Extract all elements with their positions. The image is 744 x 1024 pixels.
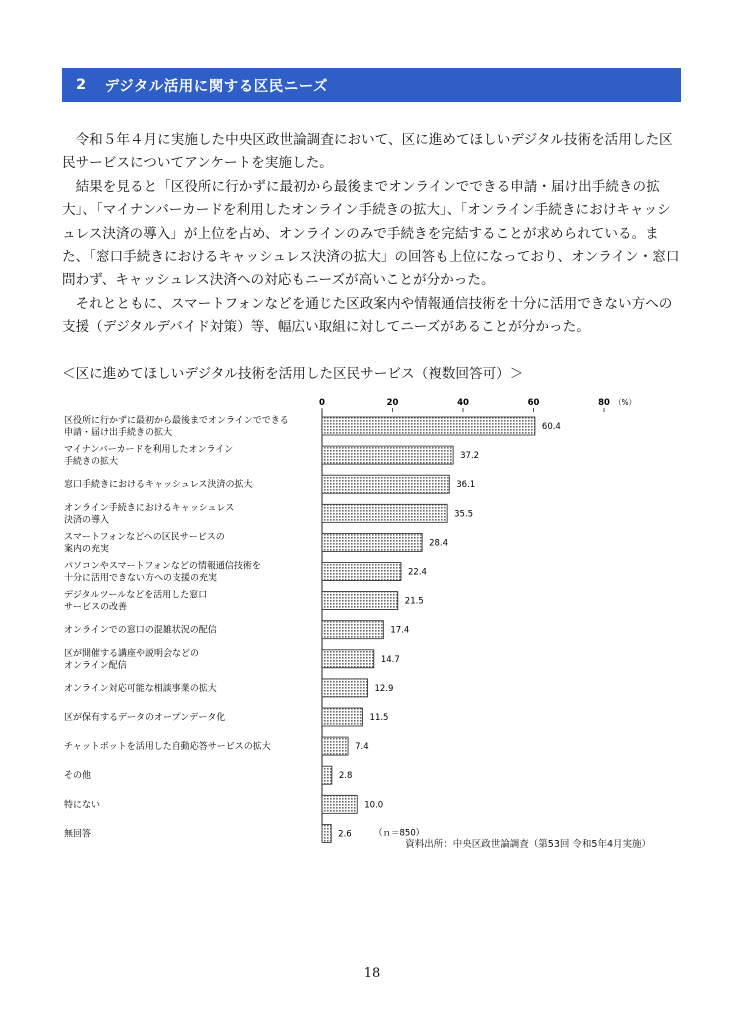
value-label: 2.8 xyxy=(338,771,353,782)
category-label: 特にない xyxy=(64,800,101,811)
x-tick-label: 20 xyxy=(386,398,399,408)
category-label: スマートフォンなどへの区民サービスの xyxy=(64,532,225,543)
source-note: 資料出所：中央区政世論調査（第53回 令和5年4月実施） xyxy=(405,839,651,850)
unit-label: （%） xyxy=(614,398,637,407)
bar xyxy=(322,708,363,726)
page-number: 18 xyxy=(363,966,381,981)
value-label: 21.5 xyxy=(404,596,424,607)
paragraph-2: 結果を見ると「区役所に行かずに最初から最後までオンラインでできる申請・届け出手続きの拡大」、「マイナンバーカードを利用したオンライン手続きの拡大」、「オンライン手続きにおけキャッシュレス決済の導入」が上位を占め、オンラインのみで手続きを完結することが求められている。また、「窓口手続きにおけるキャッシュレス決済の拡大」の回答も上位になっており、オンライン・窓口問わず、キャッシュレス決済への対応もニーズが高いことが分かった。 xyxy=(62,178,680,289)
category-label: 区が開催する講座や説明会などの xyxy=(64,648,200,659)
paragraph-3: それとともに、スマートフォンなどを通じた区政案内や情報通信技術を十分に活用できない方への支援（デジタルデバイド対策）等、幅広い取組に対してニーズがあることが分かった。 xyxy=(62,295,673,336)
category-label: その他 xyxy=(64,771,92,782)
bar xyxy=(322,504,447,522)
category-label: オンライン配信 xyxy=(64,660,127,671)
x-tick-label: 0 xyxy=(319,398,325,408)
bar xyxy=(322,563,401,581)
bar xyxy=(322,417,535,435)
section-title: デジタル活用に関する区民ニーズ xyxy=(104,78,328,95)
category-label: 無回答 xyxy=(64,829,92,840)
category-label: 申請・届け出手続きの拡大 xyxy=(64,428,173,438)
category-label: 区役所に行かずに最初から最後までオンラインでできる xyxy=(64,416,289,426)
value-label: 28.4 xyxy=(429,538,449,549)
value-label: 36.1 xyxy=(456,480,476,491)
value-label: 14.7 xyxy=(380,654,400,665)
value-label: 11.5 xyxy=(369,713,389,723)
category-label: オンライン対応可能な相談事業の拡大 xyxy=(64,683,217,694)
value-label: 12.9 xyxy=(374,683,394,694)
category-label: 手続きの拡大 xyxy=(64,457,119,468)
bar xyxy=(322,795,357,813)
value-label: 17.4 xyxy=(390,625,410,636)
bar xyxy=(322,475,449,493)
bar xyxy=(322,446,453,464)
bar xyxy=(322,766,332,784)
category-label: マイナンバーカードを利用したオンライン xyxy=(64,445,234,456)
bar xyxy=(322,737,348,755)
sample-note: （ｎ＝850） xyxy=(374,828,425,839)
value-label: 10.0 xyxy=(364,800,384,811)
category-label: 区が保有するデータのオープンデータ化 xyxy=(64,713,226,723)
value-label: 22.4 xyxy=(407,567,427,578)
x-tick-label: 80 xyxy=(598,398,610,408)
category-label: 窓口手続きにおけるキャッシュレス決済の拡大 xyxy=(64,480,253,491)
section-number: 2 xyxy=(76,77,87,93)
bar xyxy=(322,650,374,668)
bar xyxy=(322,621,383,639)
category-label: 決済の導入 xyxy=(64,515,110,526)
value-label: 35.5 xyxy=(454,509,474,520)
category-label: サービスの改善 xyxy=(64,602,128,613)
category-label: オンラインでの窓口の混雑状況の配信 xyxy=(64,625,217,636)
bar xyxy=(322,592,398,610)
bar xyxy=(322,533,422,551)
bar xyxy=(322,679,367,697)
value-label: 2.6 xyxy=(338,829,352,840)
chart-caption: ＜区に進めてほしいデジタル技術を活用した区民サービス（複数回答可）＞ xyxy=(62,366,524,382)
value-label: 60.4 xyxy=(541,422,561,432)
category-label: デジタルツールなどを活用した窓口 xyxy=(64,590,208,601)
category-label: オンライン手続きにおけるキャッシュレス xyxy=(64,503,235,514)
value-label: 7.4 xyxy=(355,742,369,753)
paragraph-1: 令和５年４月に実施した中央区政世論調査において、区に進めてほしいデジタル技術を活用した区民サービスについてアンケートを実施した。 xyxy=(62,132,673,172)
value-label: 37.2 xyxy=(460,451,480,462)
x-tick-label: 60 xyxy=(527,398,540,408)
x-tick-label: 40 xyxy=(457,398,469,408)
category-label: チャットボットを活用した自動応答サービスの拡大 xyxy=(64,742,271,753)
category-label: 案内の充実 xyxy=(64,544,110,555)
category-label: パソコンやスマートフォンなどの情報通信技術を xyxy=(64,561,261,572)
category-label: 十分に活用できない方への支援の充実 xyxy=(64,573,218,584)
